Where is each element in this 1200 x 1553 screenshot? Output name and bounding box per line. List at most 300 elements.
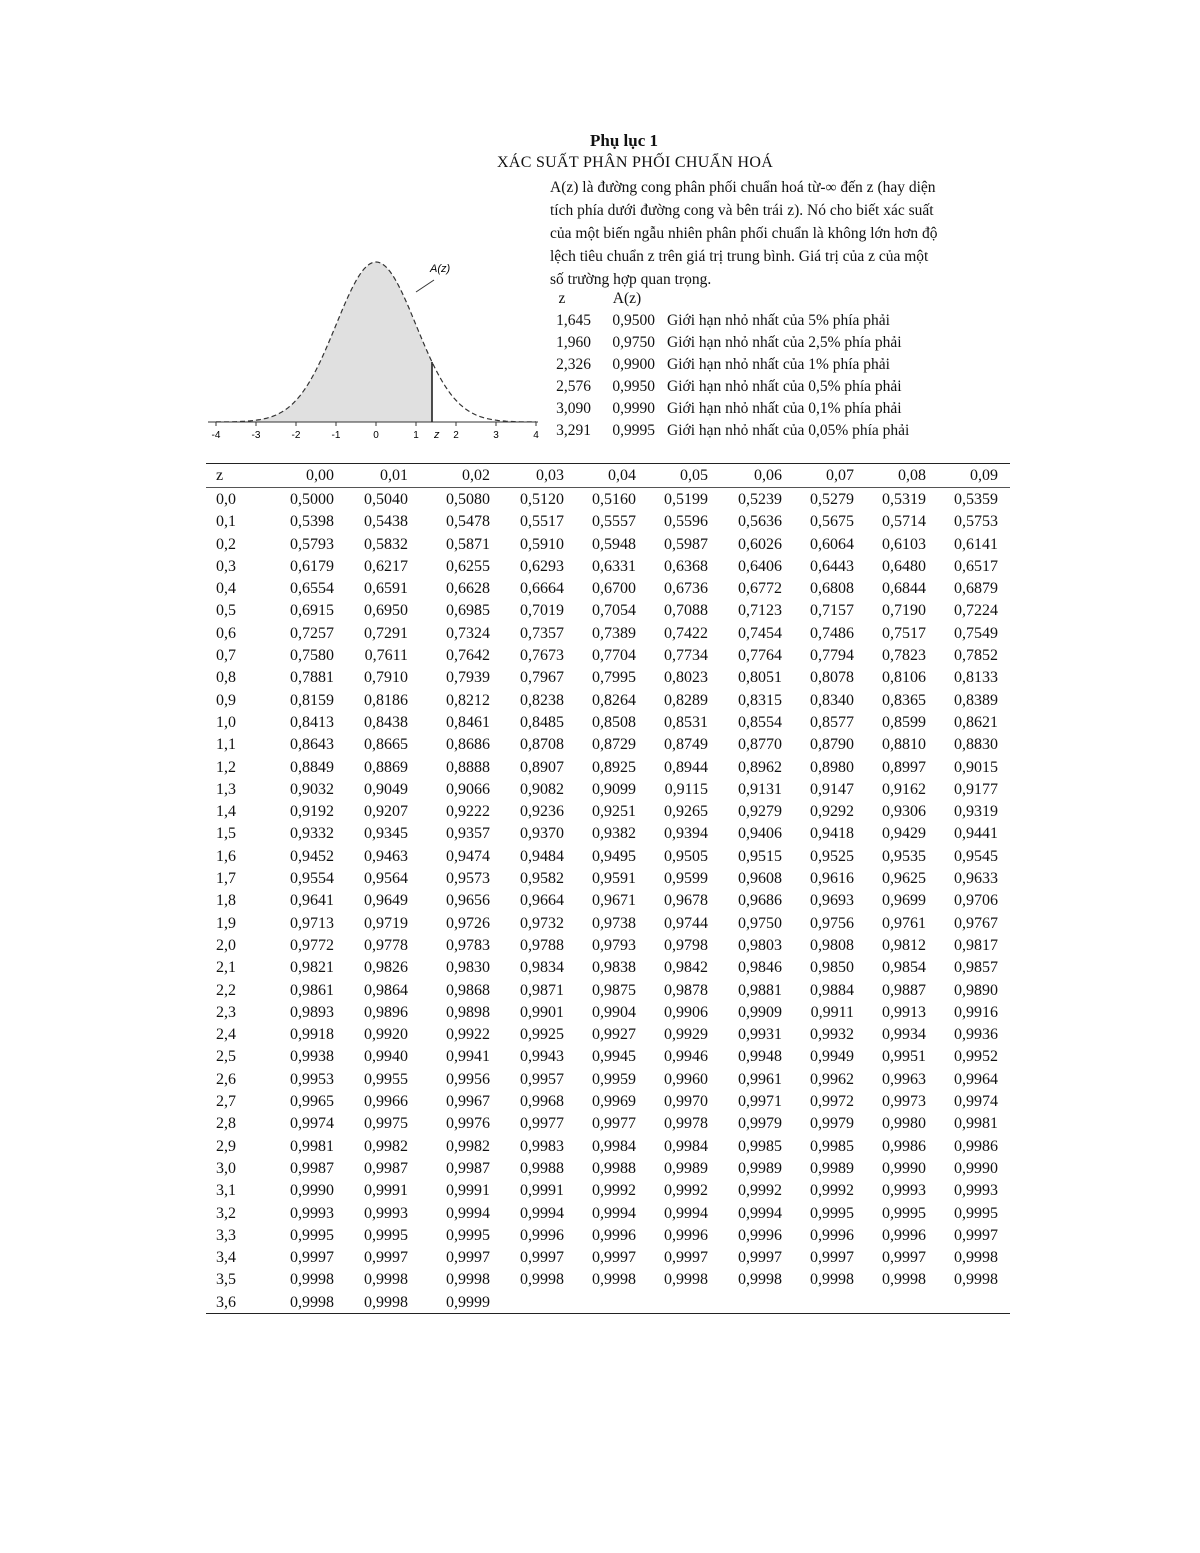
table-cell: 0,8485 [520, 713, 564, 731]
table-cell: 0,9946 [664, 1048, 708, 1066]
table-cell: 0,9929 [664, 1026, 708, 1044]
table-cell: 0,9319 [954, 803, 998, 821]
table-cell: 0,9857 [954, 959, 998, 977]
page-subtitle: XÁC SUẤT PHÂN PHỐI CHUẨN HOÁ [497, 154, 774, 171]
table-cell: 0,5793 [290, 535, 334, 553]
table-cell: 0,9961 [738, 1070, 782, 1088]
table-cell: 0,9505 [664, 847, 708, 865]
table-cell: 0,9931 [738, 1026, 782, 1044]
table-cell: 0,9756 [810, 914, 854, 932]
table-cell: 0,9887 [882, 981, 926, 999]
table-cell: 0,9977 [520, 1115, 564, 1133]
table-row [206, 1224, 1010, 1246]
table-cell: 0,9995 [954, 1204, 998, 1222]
table-row-z: 2,1 [216, 959, 236, 977]
table-cell: 0,9994 [738, 1204, 782, 1222]
table-cell: 0,9997 [664, 1249, 708, 1267]
table-cell: 0,5199 [664, 491, 708, 508]
table-cell: 0,9941 [446, 1048, 490, 1066]
table-cell: 0,5636 [738, 513, 782, 531]
x-tick-label: 2 [453, 430, 459, 441]
table-cell: 0,5438 [364, 513, 408, 531]
table-cell: 0,9732 [520, 914, 564, 932]
table-cell: 0,9878 [664, 981, 708, 999]
table-cell: 0,9992 [810, 1182, 854, 1200]
table-cell: 0,7611 [364, 647, 408, 665]
table-cell: 0,9525 [810, 847, 854, 865]
table-cell: 0,5000 [290, 491, 334, 508]
description-line: tích phía dưới đường cong và bên trái z). Nó cho biết xác suất [550, 202, 934, 219]
table-cell: 0,9978 [664, 1115, 708, 1133]
table-cell: 0,6591 [364, 580, 408, 598]
description-line: lệch tiêu chuẩn z trên giá trị trung bình. Giá trị của z của một [550, 248, 929, 265]
table-cell: 0,8790 [810, 736, 854, 754]
table-cell: 0,9898 [446, 1003, 490, 1021]
table-cell: 0,9992 [592, 1182, 636, 1200]
critical-a: 0,9750 [612, 334, 655, 351]
table-row [206, 666, 1010, 688]
table-cell: 0,7580 [290, 647, 334, 665]
table-cell: 0,9981 [290, 1137, 334, 1155]
table-cell: 0,9974 [290, 1115, 334, 1133]
critical-a: 0,9500 [612, 312, 655, 329]
table-cell: 0,9994 [520, 1204, 564, 1222]
table-row-z: 1,4 [216, 803, 236, 821]
table-cell: 0,6179 [290, 557, 334, 575]
table-cell: 0,9881 [738, 981, 782, 999]
table-cell: 0,9934 [882, 1026, 926, 1044]
table-cell: 0,9830 [446, 959, 490, 977]
table-cell: 0,5160 [592, 491, 636, 508]
table-cell: 0,9967 [446, 1093, 490, 1111]
table-cell: 0,9573 [446, 870, 490, 888]
table-cell: 0,8869 [364, 758, 408, 776]
table-cell: 0,9993 [954, 1182, 998, 1200]
table-cell: 0,9970 [664, 1093, 708, 1111]
table-cell: 0,9989 [664, 1159, 708, 1177]
table-cell: 0,9357 [446, 825, 490, 843]
table-cell: 0,9998 [290, 1293, 334, 1311]
table-cell: 0,8770 [738, 736, 782, 754]
table-row-z: 1,2 [216, 758, 236, 776]
table-cell: 0,9984 [664, 1137, 708, 1155]
table-cell: 0,5596 [664, 513, 708, 531]
table-cell: 0,9918 [290, 1026, 334, 1044]
table-cell: 0,9955 [364, 1070, 408, 1088]
table-cell: 0,6736 [664, 580, 708, 598]
critical-note: Giới hạn nhỏ nhất của 0,1% phía phải [667, 400, 902, 417]
table-cell: 0,8264 [592, 691, 636, 709]
table-cell: 0,9699 [882, 892, 926, 910]
table-cell: 0,7123 [738, 602, 782, 620]
table-row-z: 3,1 [216, 1182, 236, 1200]
table-cell: 0,5832 [364, 535, 408, 553]
table-cell: 0,8810 [882, 736, 926, 754]
table-cell: 0,9207 [364, 803, 408, 821]
table-cell: 0,9861 [290, 981, 334, 999]
table-cell: 0,9987 [364, 1159, 408, 1177]
table-cell: 0,8907 [520, 758, 564, 776]
table-row [206, 778, 1010, 800]
table-cell: 0,6772 [738, 580, 782, 598]
table-header-cell: 0,05 [680, 467, 708, 484]
table-cell: 0,9953 [290, 1070, 334, 1088]
table-cell: 0,5675 [810, 513, 854, 531]
table-header-cell: 0,02 [462, 467, 490, 484]
table-cell: 0,7734 [664, 647, 708, 665]
table-cell: 0,7157 [810, 602, 854, 620]
description-line: của một biến ngẫu nhiên phân phối chuẩn là không lớn hơn độ [550, 225, 938, 242]
table-cell: 0,9591 [592, 870, 636, 888]
table-cell: 0,8621 [954, 713, 998, 731]
table-cell: 0,9345 [364, 825, 408, 843]
table-row [206, 733, 1010, 755]
table-row [206, 1179, 1010, 1201]
table-row-z: 0,1 [216, 513, 236, 531]
table-row [206, 577, 1010, 599]
table-cell: 0,8962 [738, 758, 782, 776]
table-cell: 0,6331 [592, 557, 636, 575]
critical-header-z: z [558, 290, 566, 307]
table-cell: 0,8106 [882, 669, 926, 687]
table-row-z: 2,3 [216, 1003, 236, 1021]
table-cell: 0,7054 [592, 602, 636, 620]
table-cell: 0,7704 [592, 647, 636, 665]
table-cell: 0,9952 [954, 1048, 998, 1066]
table-cell: 0,6443 [810, 557, 854, 575]
table-row-z: 0,3 [216, 557, 236, 575]
table-row-z: 2,0 [216, 936, 236, 954]
table-cell: 0,8665 [364, 736, 408, 754]
table-cell: 0,7422 [664, 624, 708, 642]
table-cell: 0,9901 [520, 1003, 564, 1021]
table-cell: 0,8438 [364, 713, 408, 731]
table-cell: 0,9984 [592, 1137, 636, 1155]
table-cell: 0,9996 [664, 1226, 708, 1244]
table-cell: 0,9846 [738, 959, 782, 977]
x-tick-label: 4 [533, 430, 539, 441]
table-cell: 0,9082 [520, 780, 564, 798]
table-row-z: 2,8 [216, 1115, 236, 1133]
table-cell: 0,9394 [664, 825, 708, 843]
table-cell: 0,9965 [290, 1093, 334, 1111]
table-cell: 0,9834 [520, 959, 564, 977]
table-cell: 0,9987 [290, 1159, 334, 1177]
table-cell: 0,9951 [882, 1048, 926, 1066]
table-cell: 0,9147 [810, 780, 854, 798]
table-row [206, 1246, 1010, 1268]
table-cell: 0,8340 [810, 691, 854, 709]
table-row [206, 1045, 1010, 1067]
table-cell: 0,9868 [446, 981, 490, 999]
table-cell: 0,9370 [520, 825, 564, 843]
table-cell: 0,7517 [882, 624, 926, 642]
table-cell: 0,6628 [446, 580, 490, 598]
table-cell: 0,9974 [954, 1093, 998, 1111]
table-cell: 0,9971 [738, 1093, 782, 1111]
table-cell: 0,9989 [738, 1159, 782, 1177]
table-cell: 0,5120 [520, 491, 564, 508]
table-cell: 0,5987 [664, 535, 708, 553]
table-cell: 0,6406 [738, 557, 782, 575]
critical-note: Giới hạn nhỏ nhất của 1% phía phải [667, 356, 890, 373]
table-cell: 0,9909 [738, 1003, 782, 1021]
table-cell: 0,9066 [446, 780, 490, 798]
table-cell: 0,9986 [954, 1137, 998, 1155]
table-cell: 0,7967 [520, 669, 564, 687]
table-cell: 0,9991 [520, 1182, 564, 1200]
description-line: A(z) là đường cong phân phối chuẩn hoá từ-∞ đến z (hay diện [550, 179, 936, 196]
table-cell: 0,7881 [290, 669, 334, 687]
critical-a: 0,9990 [612, 400, 655, 417]
table-cell: 0,9162 [882, 780, 926, 798]
table-cell: 0,6808 [810, 580, 854, 598]
table-cell: 0,9767 [954, 914, 998, 932]
table-row-z: 0,9 [216, 691, 236, 709]
table-cell: 0,9192 [290, 803, 334, 821]
table-row-z: 2,7 [216, 1093, 236, 1111]
table-row-z: 1,7 [216, 870, 236, 888]
table-cell: 0,9236 [520, 803, 564, 821]
table-cell: 0,9452 [290, 847, 334, 865]
table-cell: 0,9474 [446, 847, 490, 865]
table-cell: 0,8749 [664, 736, 708, 754]
table-cell: 0,8315 [738, 691, 782, 709]
table-row-z: 1,9 [216, 914, 236, 932]
table-row-z: 0,2 [216, 535, 236, 553]
table-cell: 0,9995 [882, 1204, 926, 1222]
table-cell: 0,6064 [810, 535, 854, 553]
table-row [206, 1023, 1010, 1045]
table-cell: 0,9826 [364, 959, 408, 977]
table-cell: 0,9306 [882, 803, 926, 821]
table-cell: 0,7088 [664, 602, 708, 620]
table-cell: 0,5040 [364, 491, 408, 508]
table-row [206, 1157, 1010, 1179]
table-cell: 0,8643 [290, 736, 334, 754]
table-cell: 0,8212 [446, 691, 490, 709]
table-row [206, 622, 1010, 644]
table-cell: 0,8944 [664, 758, 708, 776]
table-cell: 0,8133 [954, 669, 998, 687]
table-cell: 0,8577 [810, 713, 854, 731]
table-row-z: 3,5 [216, 1271, 236, 1289]
table-cell: 0,9916 [954, 1003, 998, 1021]
table-cell: 0,9995 [810, 1204, 854, 1222]
table-cell: 0,6141 [954, 535, 998, 553]
table-cell: 0,9998 [520, 1271, 564, 1289]
table-cell: 0,9678 [664, 892, 708, 910]
table-cell: 0,9993 [290, 1204, 334, 1222]
table-cell: 0,9798 [664, 936, 708, 954]
table-cell: 0,9292 [810, 803, 854, 821]
table-cell: 0,9990 [882, 1159, 926, 1177]
table-cell: 0,9641 [290, 892, 334, 910]
table-cell: 0,8531 [664, 713, 708, 731]
table-cell: 0,8980 [810, 758, 854, 776]
table-cell: 0,7324 [446, 624, 490, 642]
table-cell: 0,9778 [364, 936, 408, 954]
table-row-z: 0,4 [216, 580, 236, 598]
table-cell: 0,9981 [954, 1115, 998, 1133]
table-row [206, 1202, 1010, 1224]
table-cell: 0,9973 [882, 1093, 926, 1111]
table-cell: 0,9808 [810, 936, 854, 954]
table-cell: 0,6217 [364, 557, 408, 575]
table-cell: 0,9997 [882, 1249, 926, 1267]
table-cell: 0,9998 [290, 1271, 334, 1289]
table-row [206, 689, 1010, 711]
table-row [206, 956, 1010, 978]
table-row-z: 1,1 [216, 736, 236, 754]
table-row-z: 2,6 [216, 1070, 236, 1088]
x-tick-label: -1 [331, 430, 341, 441]
table-row [206, 1068, 1010, 1090]
table-cell: 0,8159 [290, 691, 334, 709]
table-cell: 0,5239 [738, 491, 782, 508]
table-cell: 0,9564 [364, 870, 408, 888]
table-cell: 0,9988 [520, 1159, 564, 1177]
table-cell: 0,5753 [954, 513, 998, 531]
table-cell: 0,9812 [882, 936, 926, 954]
table-cell: 0,9995 [446, 1226, 490, 1244]
table-cell: 0,9997 [446, 1249, 490, 1267]
table-cell: 0,8830 [954, 736, 998, 754]
table-cell: 0,9996 [592, 1226, 636, 1244]
table-cell: 0,9987 [446, 1159, 490, 1177]
table-row [206, 488, 1010, 510]
table-cell: 0,6879 [954, 580, 998, 598]
table-row [206, 889, 1010, 911]
table-cell: 0,9854 [882, 959, 926, 977]
table-cell: 0,7291 [364, 624, 408, 642]
table-cell: 0,7794 [810, 647, 854, 665]
table-cell: 0,9997 [738, 1249, 782, 1267]
table-cell: 0,9996 [810, 1226, 854, 1244]
x-tick-label: -3 [251, 430, 261, 441]
table-cell: 0,6950 [364, 602, 408, 620]
table-cell: 0,5714 [882, 513, 926, 531]
table-cell: 0,9991 [364, 1182, 408, 1200]
table-cell: 0,9441 [954, 825, 998, 843]
table-row [206, 912, 1010, 934]
table-header-cell: 0,09 [970, 467, 998, 484]
table-cell: 0,9616 [810, 870, 854, 888]
table-cell: 0,6844 [882, 580, 926, 598]
table-cell: 0,6664 [520, 580, 564, 598]
table-cell: 0,7224 [954, 602, 998, 620]
table-cell: 0,9995 [364, 1226, 408, 1244]
table-cell: 0,9904 [592, 1003, 636, 1021]
probability-table [206, 463, 1010, 1314]
table-cell: 0,9985 [810, 1137, 854, 1155]
table-cell: 0,5359 [954, 491, 998, 508]
table-row-z: 2,9 [216, 1137, 236, 1155]
table-cell: 0,9671 [592, 892, 636, 910]
table-row [206, 1268, 1010, 1290]
table-cell: 0,6103 [882, 535, 926, 553]
table-cell: 0,9850 [810, 959, 854, 977]
table-cell: 0,9949 [810, 1048, 854, 1066]
table-cell: 0,9686 [738, 892, 782, 910]
table-cell: 0,9998 [446, 1271, 490, 1289]
table-cell: 0,9925 [520, 1026, 564, 1044]
table-cell: 0,7257 [290, 624, 334, 642]
table-row-z: 0,0 [216, 491, 236, 508]
table-cell: 0,9994 [592, 1204, 636, 1222]
table-row [206, 599, 1010, 621]
critical-z: 1,645 [556, 312, 591, 329]
table-row-z: 2,4 [216, 1026, 236, 1044]
table-cell: 0,9996 [738, 1226, 782, 1244]
table-cell: 0,9994 [446, 1204, 490, 1222]
table-row [206, 934, 1010, 956]
table-cell: 0,9998 [954, 1249, 998, 1267]
table-cell: 0,9821 [290, 959, 334, 977]
table-cell: 0,9997 [520, 1249, 564, 1267]
table-cell: 0,9998 [882, 1271, 926, 1289]
table-cell: 0,9788 [520, 936, 564, 954]
table-row-z: 2,5 [216, 1048, 236, 1066]
table-cell: 0,9719 [364, 914, 408, 932]
table-row [206, 1090, 1010, 1112]
critical-z: 2,326 [556, 356, 591, 373]
table-cell: 0,5517 [520, 513, 564, 531]
table-cell: 0,9996 [520, 1226, 564, 1244]
table-cell: 0,9279 [738, 803, 782, 821]
table-header [206, 464, 1010, 488]
table-cell: 0,9938 [290, 1048, 334, 1066]
table-cell: 0,9999 [446, 1293, 490, 1311]
label-pointer [416, 280, 434, 292]
table-row [206, 800, 1010, 822]
critical-a: 0,9900 [612, 356, 655, 373]
table-cell: 0,6915 [290, 602, 334, 620]
table-row-z: 1,8 [216, 892, 236, 910]
table-cell: 0,9962 [810, 1070, 854, 1088]
table-cell: 0,9993 [882, 1182, 926, 1200]
table-cell: 0,9418 [810, 825, 854, 843]
table-cell: 0,7190 [882, 602, 926, 620]
table-cell: 0,9893 [290, 1003, 334, 1021]
x-tick-label: -4 [211, 430, 221, 441]
curve-label: A(z) [430, 263, 451, 275]
table-cell: 0,8849 [290, 758, 334, 776]
table-cell: 0,6255 [446, 557, 490, 575]
table-cell: 0,9554 [290, 870, 334, 888]
table-cell: 0,8461 [446, 713, 490, 731]
critical-note: Giới hạn nhỏ nhất của 0,05% phía phải [667, 422, 910, 439]
table-row-z: 3,2 [216, 1204, 236, 1222]
table-cell: 0,9726 [446, 914, 490, 932]
table-cell: 0,9222 [446, 803, 490, 821]
table-cell: 0,9985 [738, 1137, 782, 1155]
table-cell: 0,9998 [738, 1271, 782, 1289]
table-row [206, 1112, 1010, 1134]
table-cell: 0,9817 [954, 936, 998, 954]
table-cell: 0,9979 [738, 1115, 782, 1133]
table-cell: 0,9495 [592, 847, 636, 865]
table-cell: 0,9998 [364, 1271, 408, 1289]
table-cell: 0,9998 [810, 1271, 854, 1289]
table-cell: 0,5319 [882, 491, 926, 508]
table-cell: 0,9982 [364, 1137, 408, 1155]
table-cell: 0,9251 [592, 803, 636, 821]
table-cell: 0,7764 [738, 647, 782, 665]
critical-z: 3,090 [556, 400, 591, 417]
table-cell: 0,9991 [446, 1182, 490, 1200]
table-row-z: 1,0 [216, 713, 236, 731]
